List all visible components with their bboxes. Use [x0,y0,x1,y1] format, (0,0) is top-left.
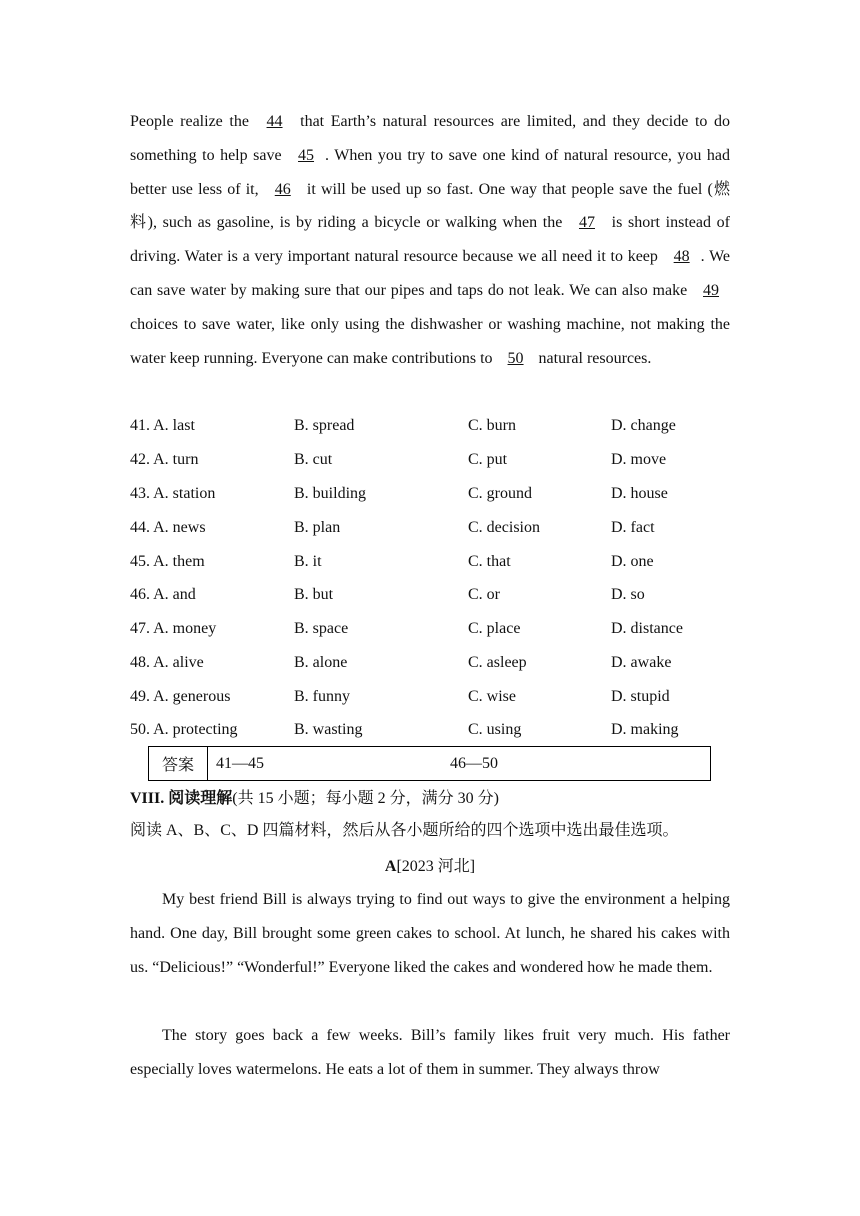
blank-47: 47 [578,214,595,232]
option-b: B. building [294,485,367,502]
option-a: 48. A. alive [130,654,204,671]
answer-cell [208,747,711,781]
option-c: C. ground [468,485,532,502]
option-b: B. it [294,553,322,570]
option-c: C. burn [468,417,516,434]
option-a: 50. A. protecting [130,721,238,738]
option-row-49 [130,680,730,714]
answer-range-1: 41—45 [216,754,264,772]
passage-paragraph-1: My best friend Bill is always trying to find out ways to give the environment a helping hand. One day, Bill brought some green cakes to school. At lunch, he shared his cakes with us. “Delicious!” “Wonderful!” Everyone liked the cakes and wondered how he made them. [130,891,730,976]
cloze-text: choices to save water, like only using the dishwasher or washing machine, not making the water keep running. Everyone can make contributions to [130,315,730,367]
option-d: D. stupid [611,688,670,705]
blank-49: 49 [703,281,719,299]
option-c: C. that [468,553,511,570]
blank-45: 45 [298,146,315,164]
option-b: B. spread [294,417,355,434]
option-row-42 [130,443,730,477]
option-a: 44. A. news [130,519,206,536]
option-a: 47. A. money [130,620,217,637]
option-a: 42. A. turn [130,451,199,468]
section-number: VIII. [130,790,169,807]
cloze-text: it will be used up so fast. One way that people save the fuel (燃料), such as gasoline, is by riding a bicycle or walking when the [130,180,730,232]
option-row-41 [130,409,730,443]
cloze-text: that Earth’s natural resources are limited, and they decide to do something to help save [130,113,730,164]
option-a: 43. A. station [130,485,216,502]
cloze-text: natural resources. [534,349,652,367]
option-a: 49. A. generous [130,688,231,705]
option-c: C. or [468,586,500,603]
cloze-text: . When you try to save one kind of natural resource, you had better use less of it, [130,146,730,198]
cloze-passage [130,105,730,375]
section-instruction: 阅读 A、B、C、D 四篇材料，然后从各小题所给的四个选项中选出最佳选项。 [130,822,679,839]
option-row-44 [130,511,730,545]
option-b: B. funny [294,688,350,705]
option-d: D. awake [611,654,672,671]
option-c: C. wise [468,688,516,705]
option-d: D. so [611,586,645,603]
option-b: B. alone [294,654,348,671]
option-d: D. making [611,721,679,738]
answer-label: 答案 [149,747,208,781]
option-d: D. one [611,553,654,570]
option-row-47 [130,612,730,646]
option-c: C. put [468,451,508,468]
blank-50: 50 [507,349,524,367]
option-row-45 [130,545,730,579]
option-row-50 [130,713,730,747]
option-row-48 [130,646,730,680]
blank-44: 44 [266,113,283,130]
option-row-43 [130,477,730,511]
option-c: C. place [468,620,521,637]
option-d: D. distance [611,620,683,637]
option-row-46 [130,578,730,612]
option-b: B. plan [294,519,341,536]
cloze-text: . We can save water by making sure that our pipes and taps do not leak. We can also make [130,248,730,299]
option-a: 45. A. them [130,553,205,570]
option-b: B. but [294,586,334,603]
blank-48: 48 [673,248,690,266]
answer-table [148,746,711,781]
option-c: C. using [468,721,522,738]
passage-paragraph-2: The story goes back a few weeks. Bill’s family likes fruit very much. His father especially loves watermelons. He eats a lot of them in summer. They always throw [130,1027,730,1078]
section-heading [130,786,499,812]
option-c: C. asleep [468,654,527,671]
option-b: B. space [294,620,349,637]
option-c: C. decision [468,519,540,536]
passage-title [0,852,860,882]
passage-letter: A [384,858,397,875]
option-d: D. move [611,451,667,468]
option-a: 41. A. last [130,417,195,434]
section-title: 阅读理解 [168,790,233,807]
cloze-text: is short instead of driving. Water is a very important natural resource because we all need it to keep [130,214,730,266]
passage-source: [2023 河北] [396,858,476,875]
option-a: 46. A. and [130,586,196,603]
section-scoring: (共 15 小题；每小题 2 分，满分 30 分) [232,790,499,807]
option-b: B. cut [294,451,333,468]
option-d: D. house [611,485,668,502]
answer-range-2: 46—50 [450,755,498,772]
option-b: B. wasting [294,721,363,738]
option-d: D. change [611,417,676,434]
blank-46: 46 [274,180,291,198]
cloze-text: People realize the [130,113,256,130]
option-d: D. fact [611,519,655,536]
